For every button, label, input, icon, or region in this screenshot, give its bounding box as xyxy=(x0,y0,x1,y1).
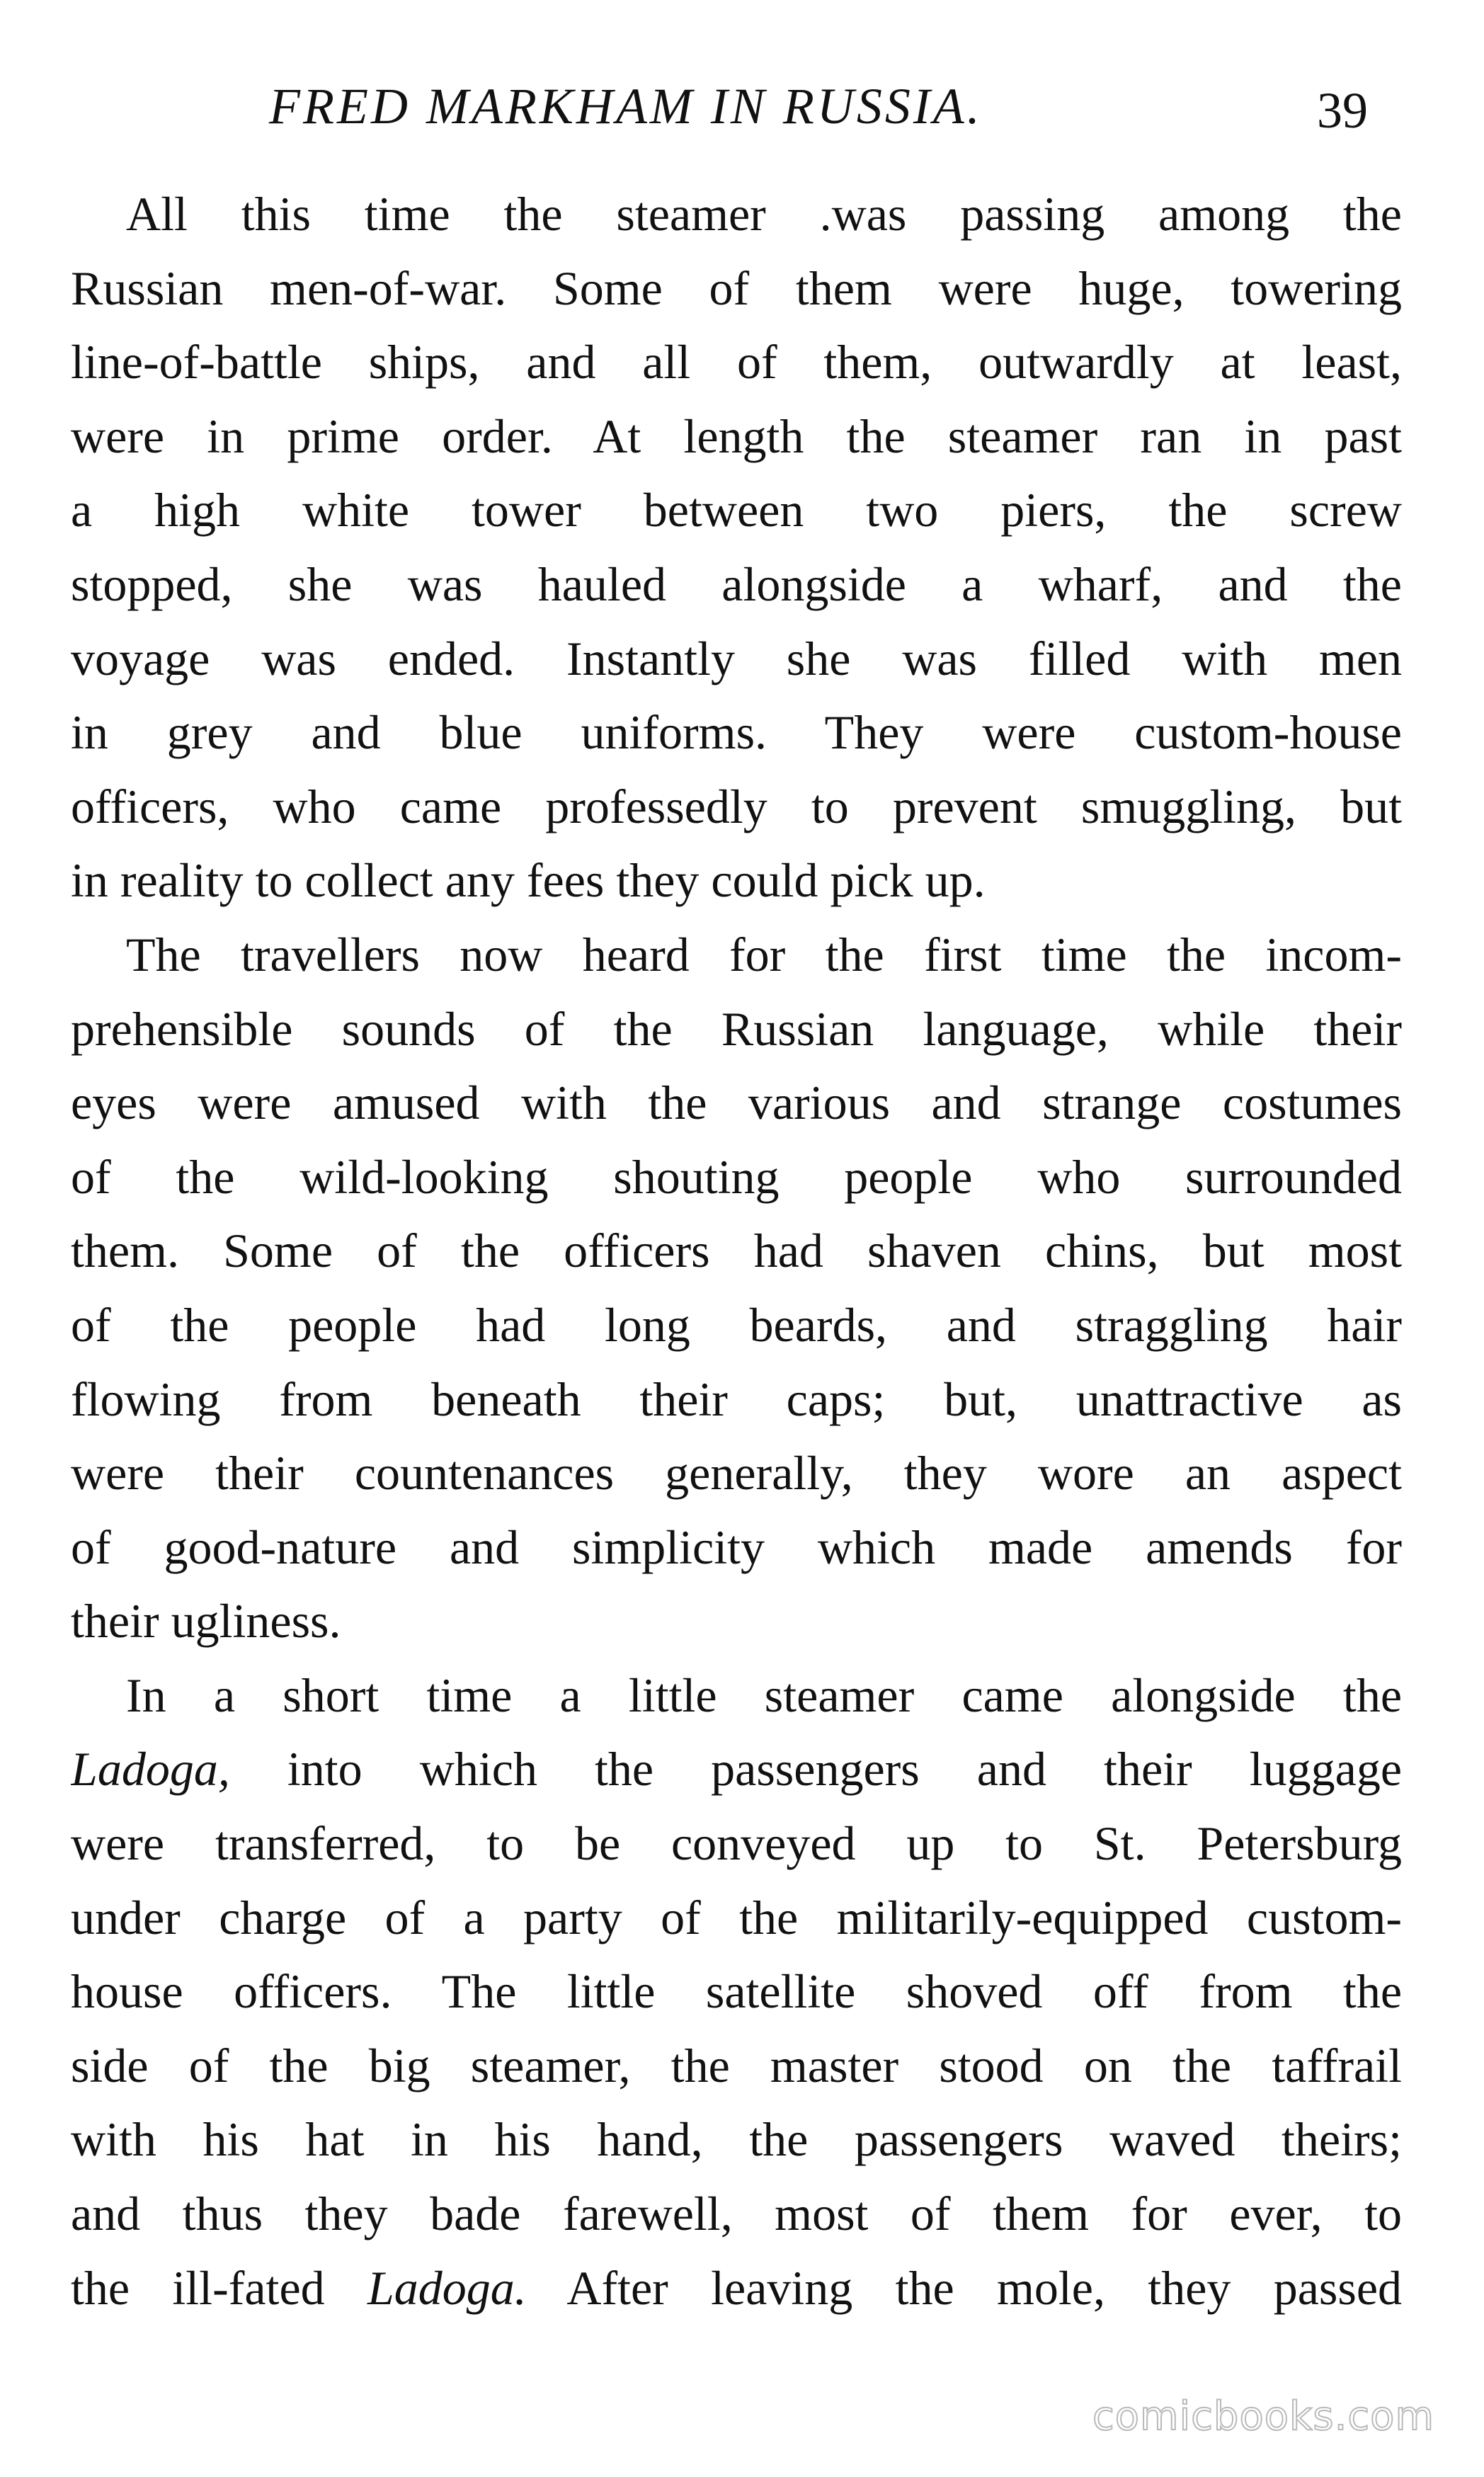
text-fragment: the ill-fated xyxy=(71,2260,367,2315)
body-text xyxy=(71,177,1402,2325)
text-line: house officers. The little satellite shoved off from the xyxy=(71,1964,1402,2019)
text-line: prehensible sounds of the Russian language, while their xyxy=(71,1001,1402,1056)
text-line: in grey and blue uniforms. They were custom-house xyxy=(71,705,1402,760)
running-head xyxy=(0,71,1484,142)
text-fragment: After leaving the mole, they passed xyxy=(526,2260,1402,2315)
text-line: under charge of a party of the militarily-equipped custom- xyxy=(71,1890,1402,1944)
text-line: were their countenances generally, they wore an aspect xyxy=(71,1446,1402,1501)
text-line: All this time the steamer .was passing among the xyxy=(126,187,1402,241)
text-line: and thus they bade farewell, most of them for ever, to xyxy=(71,2187,1402,2241)
italic-ship-name: Ladoga. xyxy=(367,2260,527,2315)
text-line: In a short time a little steamer came alongside the xyxy=(126,1668,1402,1722)
text-line: line-of-battle ships, and all of them, outwardly at least, xyxy=(71,335,1402,389)
text-line: eyes were amused with the various and strange costumes xyxy=(71,1076,1402,1130)
text-line: of the people had long beards, and straggling hair xyxy=(71,1297,1402,1352)
text-line: Russian men-of-war. Some of them were huge, towering xyxy=(71,261,1402,315)
text-line: stopped, she was hauled alongside a wharf, and the xyxy=(71,557,1402,611)
text-line: side of the big steamer, the master stood on the taffrail xyxy=(71,2038,1402,2092)
page-number: 39 xyxy=(1317,82,1368,139)
text-line: were transferred, to be conveyed up to St. Petersburg xyxy=(71,1816,1402,1871)
italic-ship-name: Ladoga, xyxy=(71,1742,230,1796)
text-line: voyage was ended. Instantly she was filled with men xyxy=(71,631,1402,685)
text-line: a high white tower between two piers, the screw xyxy=(71,483,1402,537)
text-line: flowing from beneath their caps; but, unattractive as xyxy=(71,1372,1402,1426)
text-fragment: into which the passengers and their luggage xyxy=(229,1742,1402,1796)
text-line: in reality to collect any fees they could pick up. xyxy=(71,853,986,908)
running-title: FRED MARKHAM IN RUSSIA. xyxy=(269,78,983,135)
text-line: with his hat in his hand, the passengers waved theirs; xyxy=(71,2112,1402,2167)
text-line: were in prime order. At length the steamer ran in past xyxy=(71,409,1402,463)
text-line: them. Some of the officers had shaven chins, but most xyxy=(71,1224,1402,1278)
text-line: of good-nature and simplicity which made amends for xyxy=(71,1520,1402,1574)
text-line xyxy=(71,2251,1402,2325)
watermark: comicbooks.com xyxy=(1092,2393,1434,2439)
text-line: their ugliness. xyxy=(71,1594,341,1649)
text-line: of the wild-looking shouting people who surrounded xyxy=(71,1149,1402,1204)
text-line xyxy=(71,1732,1402,1806)
text-line: The travellers now heard for the first time the incom- xyxy=(126,927,1402,981)
text-line: officers, who came professedly to prevent smuggling, but xyxy=(71,779,1402,833)
